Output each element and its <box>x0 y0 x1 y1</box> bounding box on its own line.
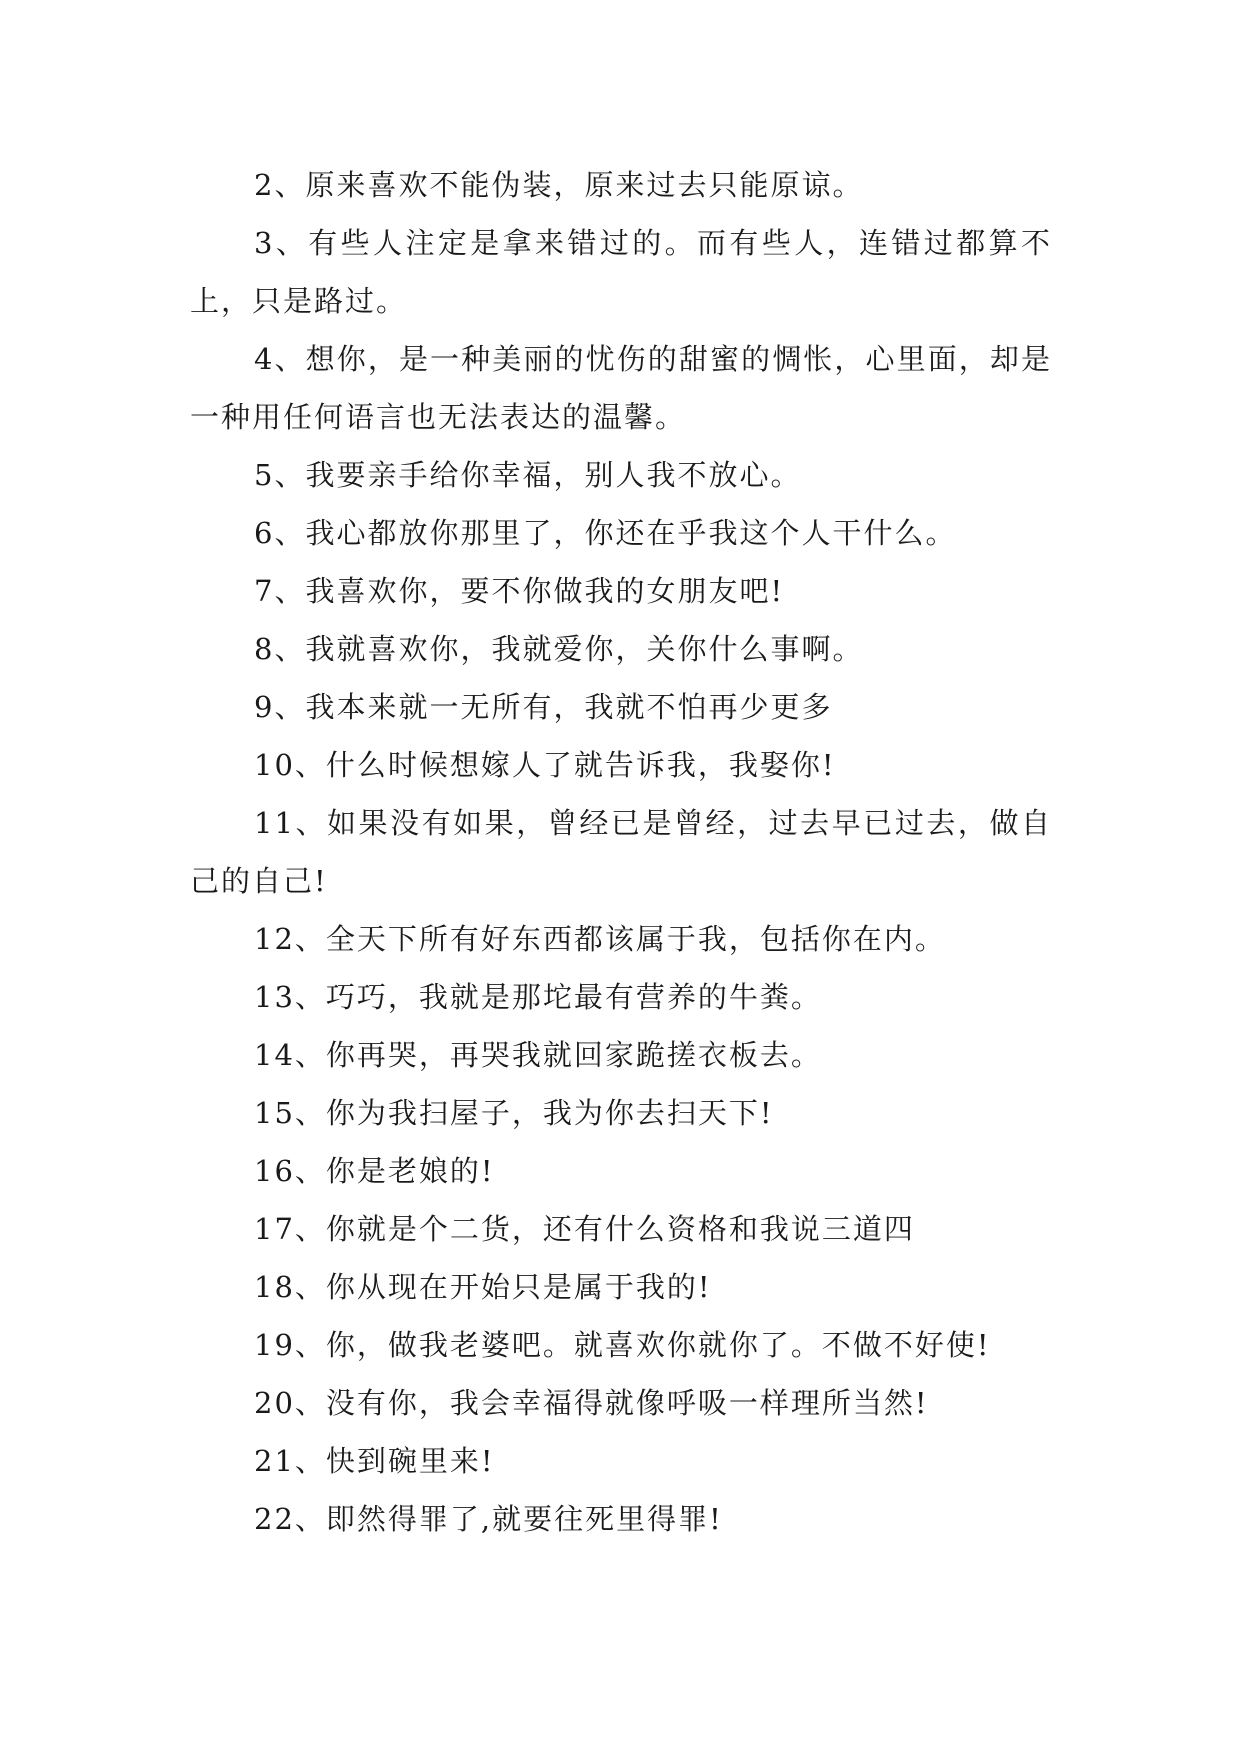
paragraph-item-5: 5、我要亲手给你幸福，别人我不放心。 <box>254 458 802 492</box>
document-body <box>190 156 1052 1548</box>
paragraph-item-21: 21、快到碗里来! <box>254 1444 495 1478</box>
paragraph-item-4: 4、想你，是一种美丽的忧伤的甜蜜的惆怅，心里面，却是一种用任何语言也无法表达的温馨。 <box>190 342 1052 434</box>
paragraph-item-8: 8、我就喜欢你，我就爱你，关你什么事啊。 <box>254 632 864 666</box>
paragraph-item-10: 10、什么时候想嫁人了就告诉我，我娶你! <box>254 748 836 782</box>
paragraph-item-2: 2、原来喜欢不能伪装，原来过去只能原谅。 <box>254 168 864 202</box>
paragraph-item-17: 17、你就是个二货，还有什么资格和我说三道四 <box>254 1212 915 1246</box>
paragraph-item-19: 19、你，做我老婆吧。就喜欢你就你了。不做不好使! <box>254 1328 991 1362</box>
paragraph-item-18: 18、你从现在开始只是属于我的! <box>254 1270 712 1304</box>
paragraph-item-14: 14、你再哭，再哭我就回家跪搓衣板去。 <box>254 1038 822 1072</box>
paragraph-item-3: 3、有些人注定是拿来错过的。而有些人，连错过都算不上，只是路过。 <box>190 226 1052 318</box>
paragraph-item-6: 6、我心都放你那里了，你还在乎我这个人干什么。 <box>254 516 957 550</box>
paragraph-item-12: 12、全天下所有好东西都该属于我，包括你在内。 <box>254 922 946 956</box>
paragraph-item-22: 22、即然得罪了,就要往死里得罪! <box>254 1502 723 1536</box>
paragraph-item-11: 11、如果没有如果，曾经已是曾经，过去早已过去，做自己的自己! <box>190 806 1052 898</box>
paragraph-item-9: 9、我本来就一无所有，我就不怕再少更多 <box>254 690 833 724</box>
paragraph-item-7: 7、我喜欢你，要不你做我的女朋友吧! <box>254 574 785 608</box>
paragraph-item-13: 13、巧巧，我就是那坨最有营养的牛粪。 <box>254 980 822 1014</box>
paragraph-item-16: 16、你是老娘的! <box>254 1154 495 1188</box>
paragraph-item-15: 15、你为我扫屋子，我为你去扫天下! <box>254 1096 774 1130</box>
paragraph-item-20: 20、没有你，我会幸福得就像呼吸一样理所当然! <box>254 1386 929 1420</box>
